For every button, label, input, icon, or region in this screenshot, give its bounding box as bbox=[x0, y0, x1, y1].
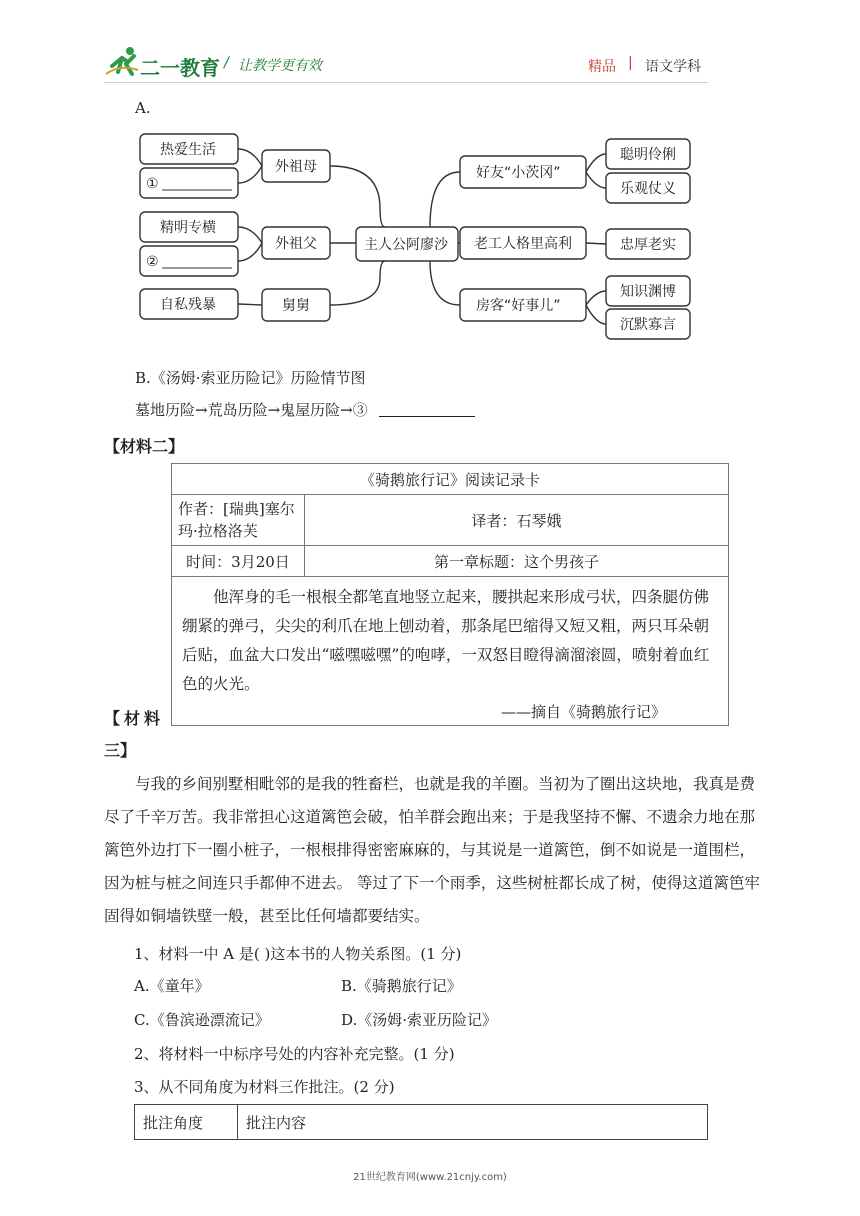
node-right-3: 房客“好事儿” bbox=[476, 298, 561, 314]
character-mindmap bbox=[130, 128, 700, 344]
subject-label: 语文学科 bbox=[645, 59, 701, 75]
leaf-left-3: 精明专横 bbox=[160, 220, 216, 236]
card-author: 作者：[瑞典]塞尔玛·拉格洛芙 bbox=[172, 495, 305, 546]
runner-logo-icon bbox=[104, 44, 140, 78]
material2-heading: 【材料二】 bbox=[104, 437, 185, 456]
logo-text: 二一教育 bbox=[140, 56, 220, 80]
card-translator: 译者：石琴娥 bbox=[305, 495, 729, 546]
leaf-left-4: ② bbox=[146, 254, 159, 270]
node-left-1: 外祖母 bbox=[275, 159, 317, 175]
q1-option-a: A.《童年》 bbox=[134, 977, 210, 995]
plot-line-text: 墓地历险→荒岛历险→鬼屋历险→③ bbox=[135, 401, 368, 419]
node-right-1: 好友“小茨冈” bbox=[476, 165, 561, 181]
card-chapter: 第一章标题：这个男孩子 bbox=[305, 546, 729, 577]
leaf-right-5: 沉默寡言 bbox=[620, 317, 676, 333]
node-right-2: 老工人格里高利 bbox=[474, 236, 572, 252]
question-2: 2、将材料一中标序号处的内容补充完整。(1 分) bbox=[134, 1045, 455, 1063]
q1-option-c: C.《鲁滨逊漂流记》 bbox=[134, 1011, 270, 1029]
question-1: 1、材料一中 A 是( )这本书的人物关系图。(1 分) bbox=[134, 945, 462, 963]
slogan: 让教学更有效 bbox=[238, 58, 322, 74]
reading-card bbox=[171, 463, 729, 726]
leaf-right-3: 忠厚老实 bbox=[620, 237, 676, 253]
leaf-right-1: 聪明伶俐 bbox=[620, 147, 676, 163]
card-source: ——摘自《骑鹅旅行记》 bbox=[500, 703, 666, 721]
plot-line bbox=[135, 400, 475, 420]
leaf-right-2: 乐观仗义 bbox=[620, 181, 676, 197]
material3-heading-1: 【材料 bbox=[104, 709, 165, 728]
q1-option-b: B.《骑鹅旅行记》 bbox=[341, 977, 462, 995]
card-excerpt: 他浑身的毛一根根全都笔直地竖立起来，腰拱起来形成弓状，四条腿仿佛绷紧的弹弓，尖尖的利爪在地上刨动着，那条尾巴缩得又短又粗，两只耳朵朝后贴，血盆大口发出“嗞嘿嗞嘿”的咆哮，一双怒目瞪得滴溜滚圆，喷射着血红色的火光。 bbox=[182, 588, 710, 693]
header-rule bbox=[104, 82, 708, 83]
annotation-content-header: 批注内容 bbox=[238, 1105, 708, 1140]
footer: 21世纪教育网(www.21cnjy.com) bbox=[353, 1172, 507, 1183]
card-excerpt-cell bbox=[172, 577, 729, 726]
card-title: 《骑鹅旅行记》阅读记录卡 bbox=[172, 464, 729, 495]
header bbox=[0, 0, 860, 90]
material3-paragraph: 与我的乡间别墅相毗邻的是我的牲畜栏，也就是我的羊圈。当初为了圈出这块地，我真是费尽了千辛万苦。我非常担心这道篱笆会破，怕羊群会跑出来；于是我坚持不懈、不遗余力地在那篱笆外边打下一圈小桩子，一根根排得密密麻麻的，与其说是一道篱笆，倒不如说是一道围栏，因为桩与桩之间连只手都伸不进去。 等过了下一个雨季，这些树桩都长成了树，使得这道篱笆牢固得如铜墙铁壁一般，甚至比任何墙都要结实。 bbox=[104, 775, 760, 925]
node-left-3: 舅舅 bbox=[282, 298, 310, 314]
material3-heading-2: 三】 bbox=[104, 741, 137, 760]
leaf-left-1: 热爱生活 bbox=[160, 142, 216, 158]
card-time: 时间：3月20日 bbox=[172, 546, 305, 577]
leaf-left-2: ① bbox=[146, 176, 159, 192]
quality-badge: 精品 bbox=[588, 59, 616, 75]
annotation-table bbox=[134, 1104, 708, 1140]
node-left-2: 外祖父 bbox=[275, 236, 317, 252]
q1-option-d: D.《汤姆·索亚历险记》 bbox=[341, 1011, 498, 1029]
question-3: 3、从不同角度为材料三作批注。(2 分) bbox=[134, 1078, 395, 1096]
badge-divider: | bbox=[628, 55, 633, 71]
plot-blank bbox=[379, 402, 475, 417]
annotation-angle-header: 批注角度 bbox=[135, 1105, 238, 1140]
leaf-left-5: 自私残暴 bbox=[160, 297, 216, 313]
label-b: B.《汤姆·索亚历险记》历险情节图 bbox=[135, 369, 366, 387]
center-node: 主人公阿廖沙 bbox=[364, 237, 448, 253]
label-a: A. bbox=[135, 99, 151, 117]
slogan-divider: / bbox=[224, 55, 229, 71]
leaf-right-4: 知识渊博 bbox=[620, 284, 676, 300]
